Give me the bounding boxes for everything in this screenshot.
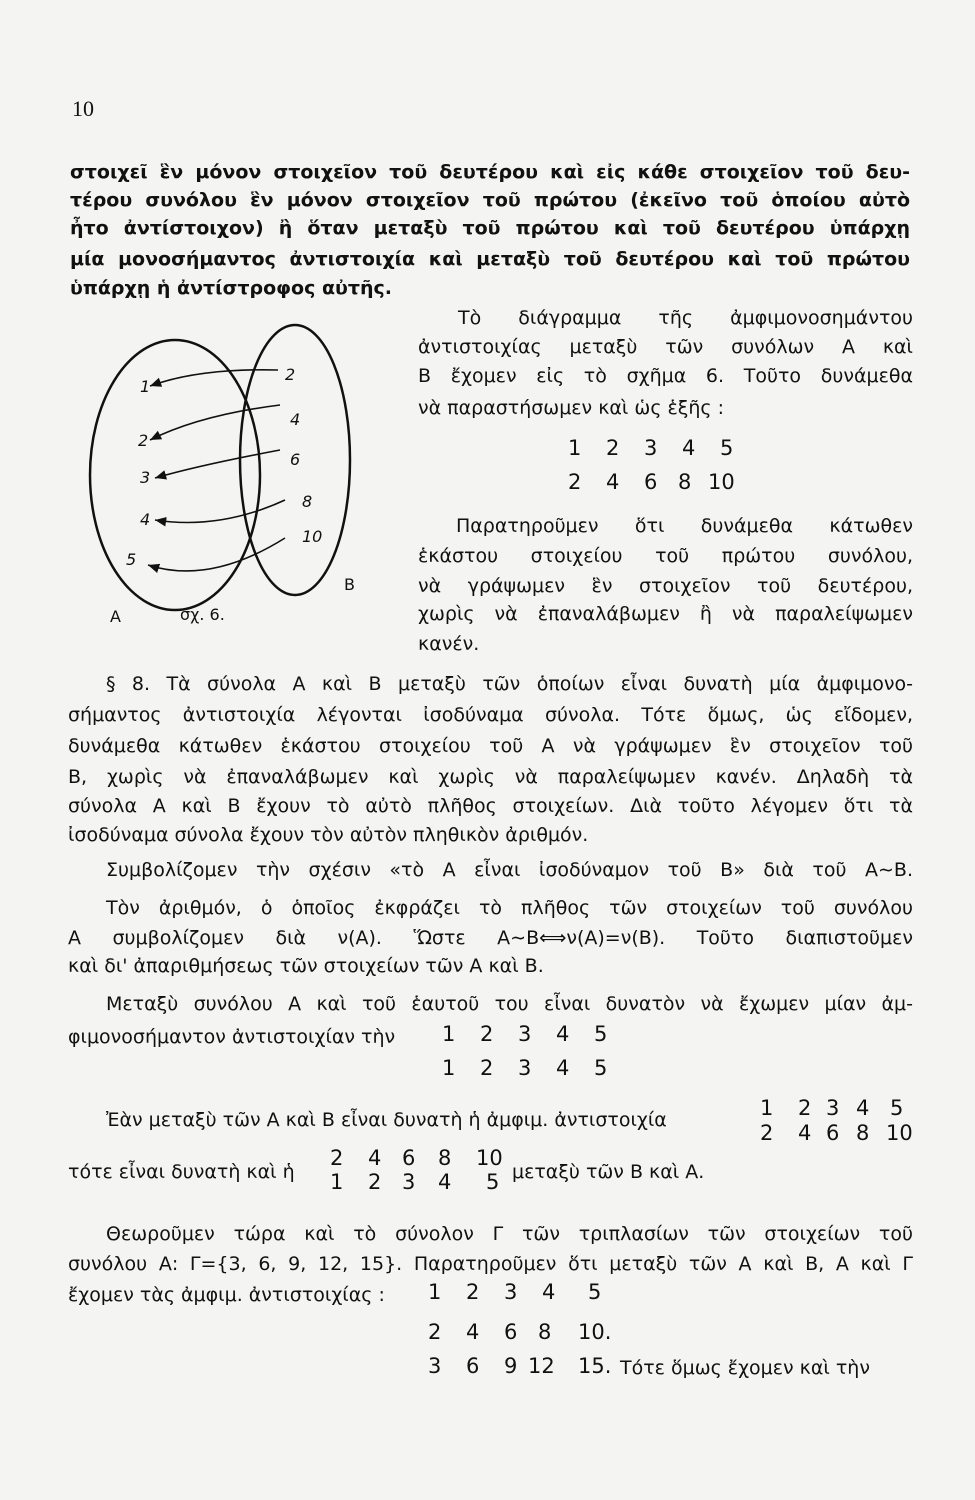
text-line: Τὸν ἀριθμόν, ὁ ὁποῖος ἐκφράζει τὸ πλῆθος τῶν στοιχείων τοῦ συνόλου [106,897,913,919]
set-a-element: 1 [140,377,151,396]
text-line: ἀντιστοιχίας μεταξὺ τῶν συνόλων Α καὶ [418,336,913,358]
text-line: φιμονοσήμαντον ἀντιστοιχίαν τὴν [68,1026,396,1048]
set-a-element: 2 [138,431,149,450]
text-line: συνόλου Α: Γ={3, 6, 9, 12, 15}. Παρατηροῦμεν ὅτι μεταξὺ τῶν Α καὶ Β, Α καὶ Γ [68,1253,913,1275]
text-line: κανέν. [418,633,480,655]
text-line: ὑπάρχῃ ἡ ἀντίστροφος αὐτῆς. [70,277,392,299]
text-line: Μεταξὺ συνόλου Α καὶ τοῦ ἑαυτοῦ του εἶναι δυνατὸν νὰ ἔχωμεν μίαν ἀμ- [106,993,913,1015]
arrow [155,450,280,478]
set-b-element: 6 [290,450,301,469]
text-line: σύνολα Α καὶ Β ἔχουν τὸ αὐτὸ πλῆθος στοιχείων. Διὰ τοῦτο λέγομεν ὅτι τὰ [68,795,913,817]
text-line: Β, χωρὶς νὰ ἐπαναλάβωμεν καὶ χωρὶς νὰ παραλείψωμεν κανέν. Δηλαδὴ τὰ [68,766,913,788]
text-line: ἦτο ἀντίστοιχον) ἢ ὅταν μεταξὺ τοῦ πρώτου καὶ τοῦ δευτέρου ὑπάρχῃ [70,217,910,239]
text-line: τέρου συνόλου ἓν μόνον στοιχεῖον τοῦ πρώτου (ἐκεῖνο τοῦ ὁποίου αὐτὸ [70,189,910,211]
set-b-label: Β [344,575,355,594]
figure-caption: σχ. 6. [180,605,225,624]
text-line: καὶ δι' ἀπαριθμήσεως τῶν στοιχείων τῶν Α καὶ Β. [68,955,544,977]
set-a-element: 5 [126,550,137,569]
arrow [150,405,280,440]
text-line: νὰ γράψωμεν ἓν στοιχεῖον τοῦ δευτέρου, [418,575,913,597]
text-line: Α συμβολίζομεν διὰ ν(Α). Ὥστε Α∼Β⟺ν(Α)=ν(Β). Τοῦτο διαπιστοῦμεν [68,927,913,949]
text-line: σήμαντος ἀντιστοιχία λέγονται ἰσοδύναμα σύνολα. Τότε ὅμως, ὡς εἴδομεν, [68,704,913,726]
page-number: 10 [72,96,94,121]
text-line: δυνάμεθα κάτωθεν ἑκάστου στοιχείου τοῦ Α νὰ γράψωμεν ἓν στοιχεῖον τοῦ [68,735,913,757]
set-a-element: 4 [140,510,151,529]
set-b-element: 2 [285,365,296,384]
text-line: Τὸ διάγραμμα τῆς ἀμφιμονοσημάντου [458,307,913,329]
arrow [155,500,285,523]
set-b-element: 8 [302,492,313,511]
text-line: χωρὶς νὰ ἐπαναλάβωμεν ἢ νὰ παραλείψωμεν [418,603,913,625]
then-line-start: τότε εἶναι δυνατὴ καὶ ἡ [68,1161,295,1183]
text-line: ἰσοδύναμα σύνολα ἔχουν τὸν αὐτὸν πληθικὸν ἀριθμόν. [68,824,589,846]
set-a-element: 3 [140,468,151,487]
text-line: § 8. Τὰ σύνολα Α καὶ Β μεταξὺ τῶν ὁποίων εἶναι δυνατὴ μία ἀμφιμονο- [106,673,913,695]
text-line: Θεωροῦμεν τώρα καὶ τὸ σύνολον Γ τῶν τριπλασίων τῶν στοιχείων τοῦ [106,1223,913,1245]
text-line: Παρατηροῦμεν ὅτι δυνάμεθα κάτωθεν [456,515,913,537]
set-b-element: 4 [290,410,301,429]
text-line: ἑκάστου στοιχείου τοῦ πρώτου συνόλου, [418,545,913,567]
arrow [148,538,285,571]
arrow [150,370,278,386]
symbol-line: Συμβολίζομεν τὴν σχέσιν «τὸ Α εἶναι ἰσοδύναμον τοῦ Β» διὰ τοῦ Α∼Β. [106,859,913,881]
final-line-tail: Τότε ὅμως ἔχομεν καὶ τὴν [620,1357,870,1379]
text-line: μία μονοσήμαντος ἀντιστοιχία καὶ μεταξὺ τοῦ δευτέρου καὶ τοῦ πρώτου [70,248,910,270]
set-a-ellipse [90,340,260,610]
set-a-label: Α [110,607,121,626]
then-line-end: μεταξὺ τῶν Β καὶ Α. [512,1161,705,1183]
set-b-element: 10 [302,527,323,546]
text-line: στοιχεῖ ἓν μόνον στοιχεῖον τοῦ δευτέρου καὶ εἰς κάθε στοιχεῖον τοῦ δευ- [70,161,910,183]
if-line: Ἐὰν μεταξὺ τῶν Α καὶ Β εἶναι δυνατὴ ἡ ἀμφιμ. ἀντιστοιχία [106,1109,667,1131]
text-line: Β ἔχομεν εἰς τὸ σχῆμα 6. Τοῦτο δυνάμεθα [418,365,913,387]
bijection-diagram [80,320,410,640]
text-line: ἔχομεν τὰς ἀμφιμ. ἀντιστοιχίας : [68,1284,385,1306]
text-line: νὰ παραστήσωμεν καὶ ὡς ἑξῆς : [418,397,725,419]
